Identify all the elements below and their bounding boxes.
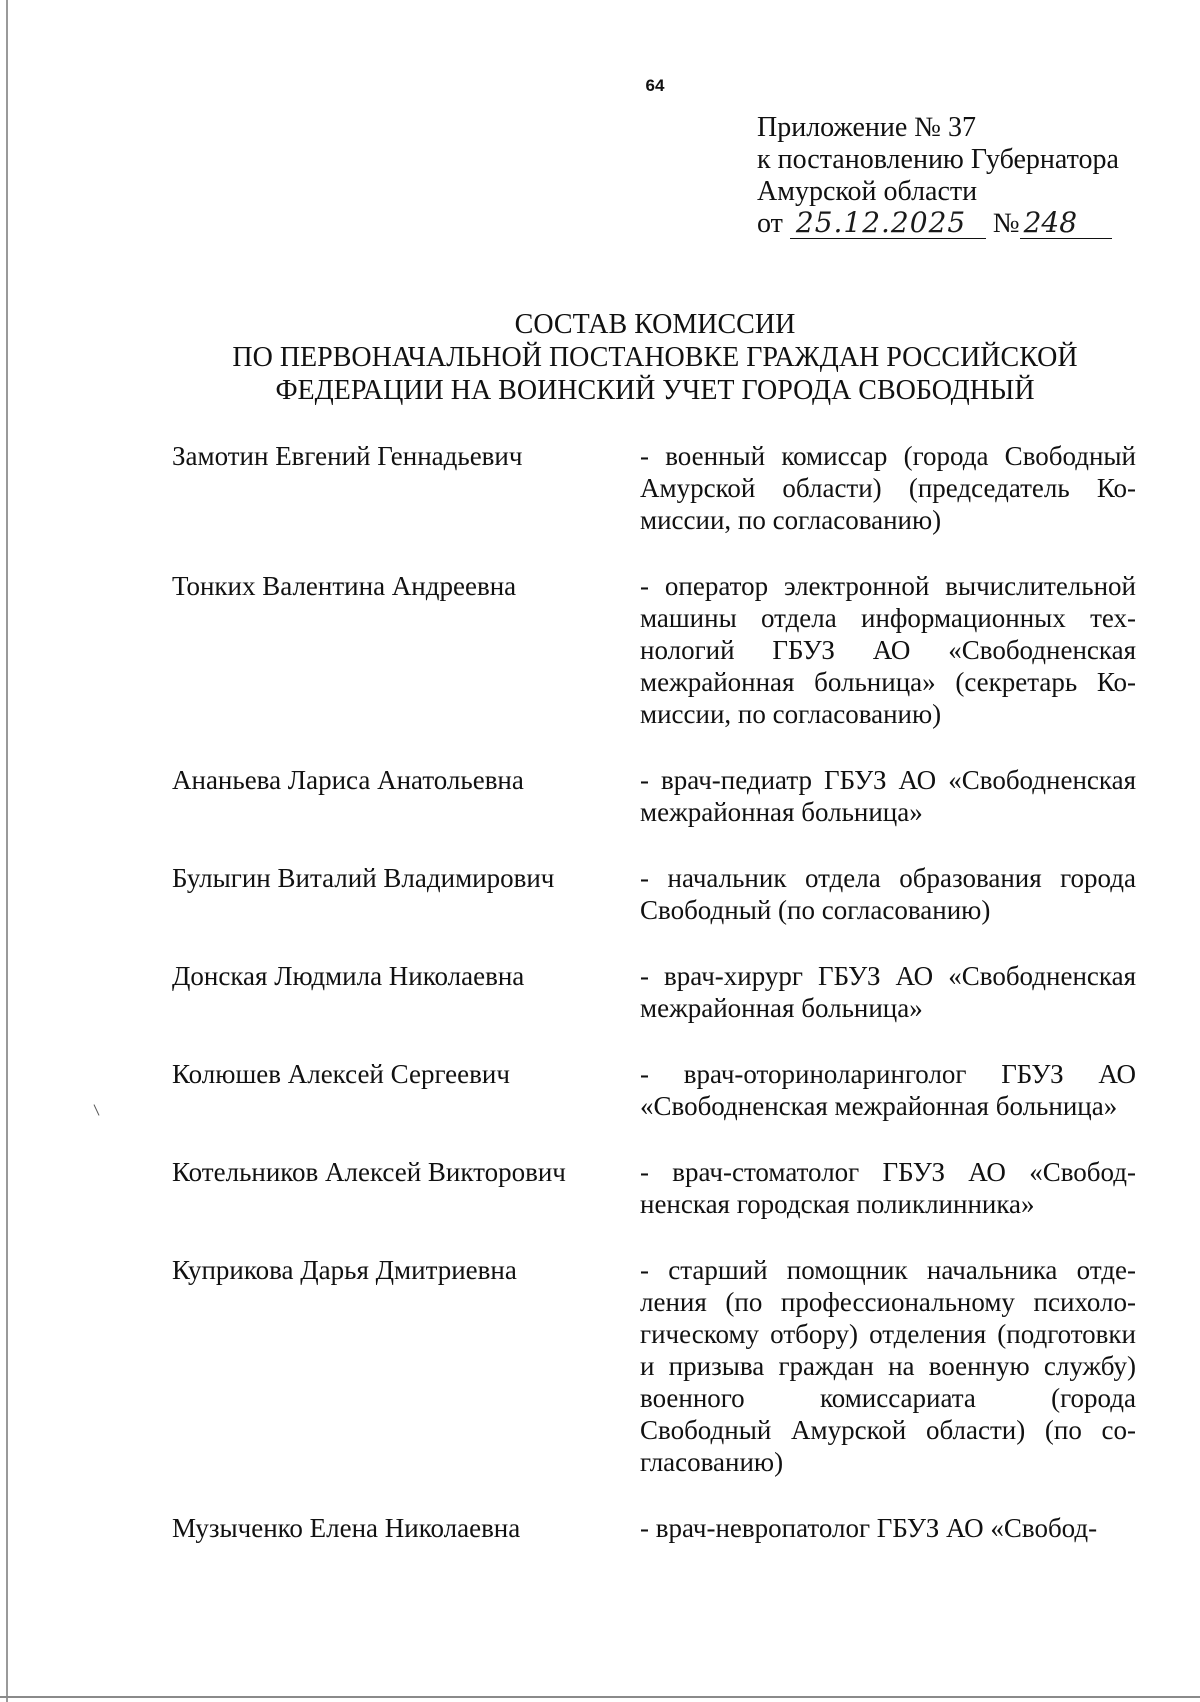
member-role: - военный комиссар (города Свободный Амурской области) (председатель Комиссии, по согласованию) <box>640 441 1136 535</box>
member-name: Замотин Евгений Геннадьевич <box>172 441 523 471</box>
member-name: Колюшев Алексей Сергеевич <box>172 1059 510 1089</box>
member-name: Куприкова Дарья Дмитриевна <box>172 1255 517 1285</box>
member-role: - врач-невропатолог ГБУЗ АО «Свобод- <box>640 1513 1098 1543</box>
appendix-region: Амурской области <box>757 176 978 207</box>
date-prefix: от <box>757 208 783 239</box>
member-row <box>172 1254 1136 1478</box>
member-row <box>172 862 1136 926</box>
appendix-block <box>757 112 1119 240</box>
member-name: Котельников Алексей Викторович <box>172 1157 566 1187</box>
scan-edge-bottom <box>0 1696 1200 1698</box>
scan-speck <box>94 1104 100 1115</box>
member-row <box>172 570 1136 730</box>
member-role: - оператор электронной вычислительной машины отдела информационных технологий ГБУЗ АО «Свободненская межрайонная больница» (секретарь Комиссии, по согласованию) <box>640 571 1136 729</box>
member-role: - врач-хирург ГБУЗ АО «Свободненская межрайонная больница» <box>640 961 1136 1023</box>
member-name: Донская Людмила Николаевна <box>172 961 525 991</box>
appendix-reference: к постановлению Губернатора <box>757 144 1119 175</box>
title-line-2: ПО ПЕРВОНАЧАЛЬНОЙ ПОСТАНОВКЕ ГРАЖДАН РОССИЙСКОЙ <box>232 342 1078 373</box>
member-row <box>172 1058 1136 1122</box>
member-name: Ананьева Лариса Анатольевна <box>172 765 524 795</box>
appendix-title: Приложение № 37 <box>757 112 976 143</box>
appendix-date-number-line <box>757 208 1119 240</box>
member-row <box>172 1156 1136 1220</box>
page-number: 64 <box>645 76 665 95</box>
handwritten-date: 25.12.2025 <box>790 208 986 239</box>
member-row <box>172 960 1136 1024</box>
scan-edge-left <box>6 0 8 1702</box>
title-line-1: СОСТАВ КОМИССИИ <box>514 309 796 340</box>
member-role: - врач-педиатр ГБУЗ АО «Свободненская межрайонная больница» <box>640 765 1136 827</box>
commission-members-list <box>172 440 1136 1544</box>
member-row <box>172 1512 1136 1544</box>
member-role: - врач-оториноларинголог ГБУЗ АО «Свободненская межрайонная больница» <box>640 1059 1136 1121</box>
member-name: Булыгин Виталий Владимирович <box>172 863 555 893</box>
member-row <box>172 764 1136 828</box>
member-row <box>172 440 1136 536</box>
member-role: - врач-стоматолог ГБУЗ АО «Свободненская городская поликлинника» <box>640 1157 1136 1219</box>
member-role: - начальник отдела образования города Свободный (по согласованию) <box>640 863 1136 925</box>
document-title <box>0 308 1200 407</box>
member-role: - старший помощник начальника отделения (по профессиональному психологическому отбору) отделения (подготовки и призыва граждан на военную службу) военного комиссариата (города Свободный Амурской области) (по согласованию) <box>640 1255 1136 1477</box>
member-name: Музыченко Елена Николаевна <box>172 1513 521 1543</box>
title-line-3: ФЕДЕРАЦИИ НА ВОИНСКИЙ УЧЕТ ГОРОДА СВОБОДНЫЙ <box>275 375 1035 406</box>
handwritten-number: 248 <box>1020 208 1112 239</box>
member-name: Тонких Валентина Андреевна <box>172 571 517 601</box>
number-prefix: № <box>992 208 1020 239</box>
